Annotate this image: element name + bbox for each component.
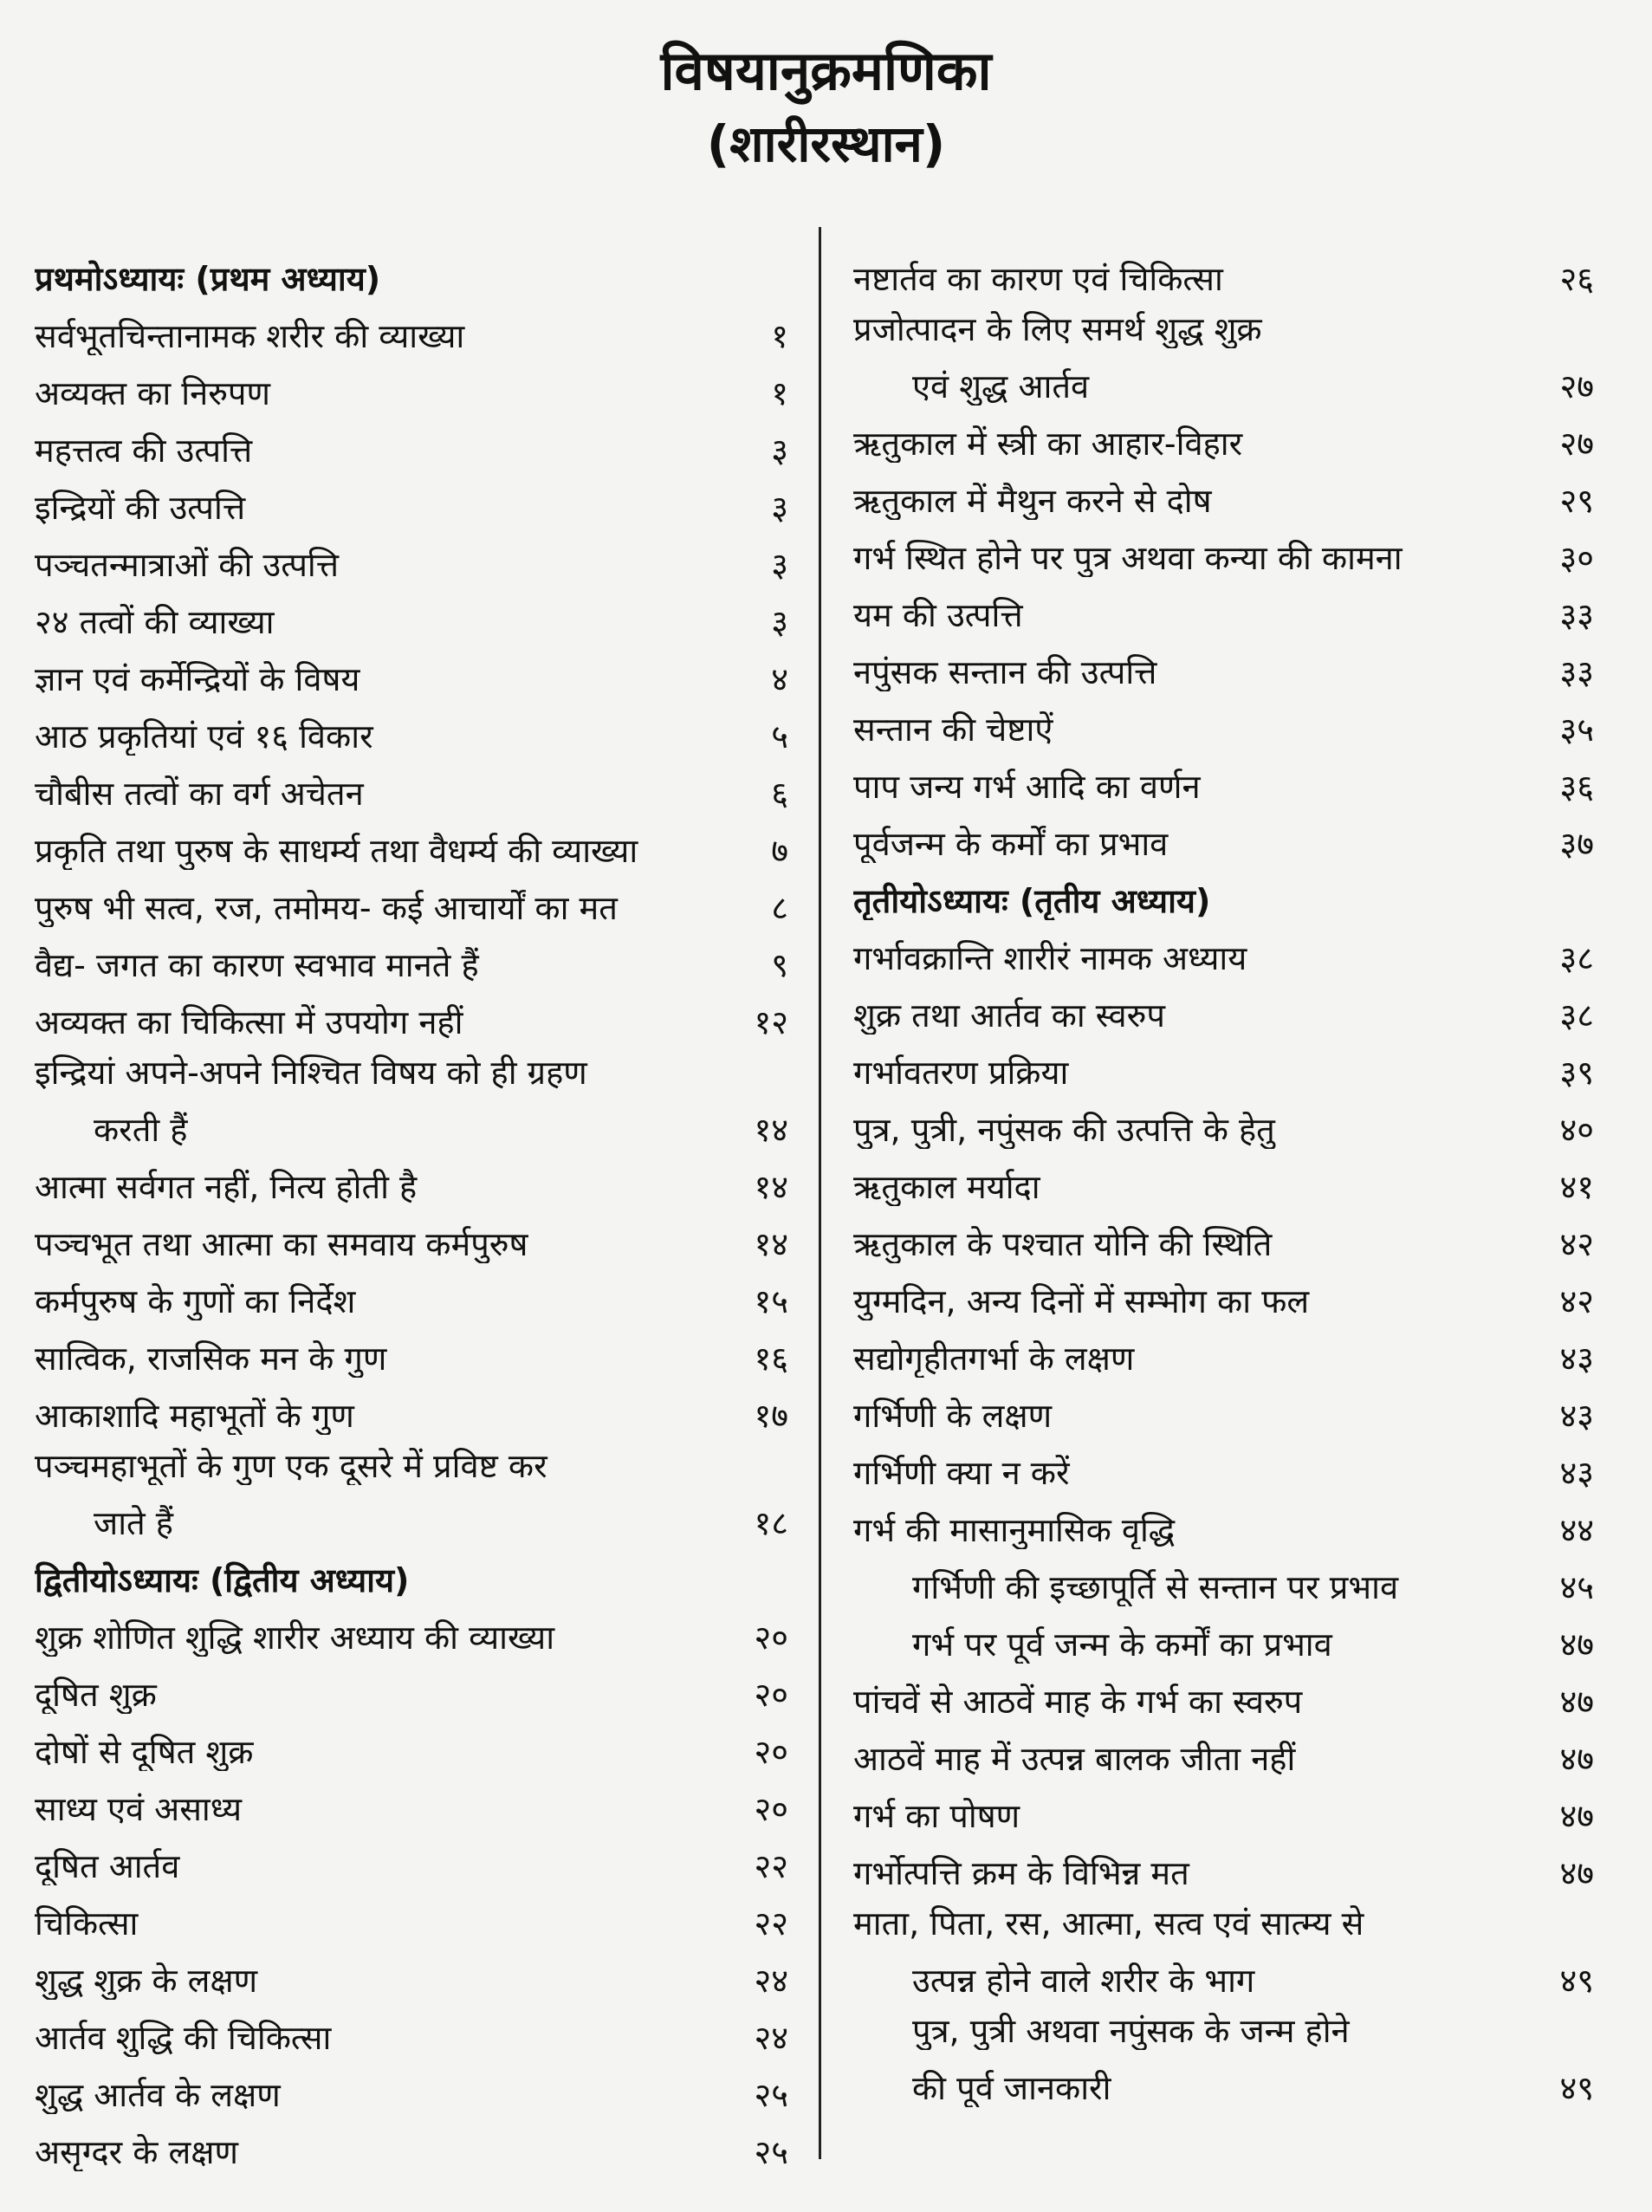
toc-entry-page-number: १७ [754,1397,788,1435]
toc-entry-page-number: ४७ [1559,1625,1594,1664]
toc-entry [35,984,788,1041]
toc-entry-title: नपुंसक सन्तान की उत्पत्ति [853,653,1157,691]
toc-entry [853,298,1594,348]
toc-entry [35,1943,788,2000]
toc-entry-page-number: ९ [771,946,788,984]
toc-entry-page-number: ४७ [1559,1683,1594,1721]
toc-entry-title: उत्पन्न होने वाले शरीर के भाग [912,1962,1255,2000]
toc-entry-title: शुक्र शोणित शुद्धि शारीर अध्याय की व्याख्या [35,1618,555,1657]
toc-entry-page-number: २० [754,1790,788,1828]
toc-entry-page-number: ४ [771,660,788,698]
toc-entry [853,463,1594,520]
toc-entry-page-number: ८ [771,889,788,927]
toc-entry [853,1320,1594,1378]
toc-entry [853,2050,1594,2107]
toc-entry-page-number: ३९ [1559,1054,1594,1092]
toc-entry-title: पञ्चतन्मात्राओं की उत्पत्ति [35,546,339,584]
toc-entry-title: असृग्दर के लक्षण [35,2133,238,2171]
toc-entry-title: नष्टार्तव का कारण एवं चिकित्सा [853,260,1223,298]
toc-entry-page-number: २२ [754,1847,788,1885]
toc-entry-page-number: ४७ [1559,1740,1594,1778]
toc-entry-page-number: २६ [1559,260,1594,298]
toc-entry [853,1943,1594,2000]
toc-entry-title: इन्द्रियों की उत्पत्ति [35,489,246,527]
toc-entry [853,241,1594,298]
chapter-heading [853,863,1594,920]
toc-entry-title: गर्भोत्पत्ति क्रम के विभिन्न मत [853,1854,1189,1892]
toc-entry-title: पाप जन्य गर्भ आदि का वर्णन [853,768,1201,806]
toc-entry-page-number: २४ [754,1962,788,2000]
toc-entry-page-number: ४२ [1559,1225,1594,1263]
toc-entry [35,1378,788,1435]
toc-entry [853,405,1594,463]
toc-entry [35,698,788,756]
toc-entry-page-number: २५ [754,2133,788,2171]
toc-entry [35,1885,788,1943]
toc-entry-page-number: २७ [1559,425,1594,463]
toc-entry [35,1320,788,1378]
toc-entry [853,1606,1594,1664]
toc-entry [853,1435,1594,1492]
toc-entry-page-number: १२ [754,1003,788,1041]
toc-entry-page-number: २५ [754,2076,788,2114]
chapter-heading [35,241,788,298]
toc-entry [853,806,1594,863]
toc-entry [35,870,788,927]
toc-entry-title: पूर्वजन्म के कर्मों का प्रभाव [853,825,1169,863]
toc-entry-title: गर्भिणी क्या न करें [853,1454,1070,1492]
toc-entry-title: गर्भ पर पूर्व जन्म के कर्मों का प्रभाव [912,1625,1332,1664]
toc-entry [35,1041,788,1092]
toc-entry-page-number: ३३ [1559,596,1594,634]
toc-entry-title: शुक्र तथा आर्तव का स्वरुप [853,996,1165,1035]
toc-entry-page-number: १४ [754,1111,788,1149]
toc-entry-title: गर्भ स्थित होने पर पुत्र अथवा कन्या की कामना [853,539,1403,577]
toc-entry-page-number: ४१ [1559,1168,1594,1206]
toc-entry [35,412,788,470]
toc-entry-title: साध्य एवं असाध्य [35,1790,243,1828]
toc-entry-title: दोषों से दूषित शुक्र [35,1733,254,1771]
toc-entry-page-number: १ [771,374,788,412]
toc-entry-page-number: १६ [754,1340,788,1378]
toc-entry-title: चिकित्सा [35,1904,139,1943]
toc-entry [853,1206,1594,1263]
toc-entry-title: दूषित आर्तव [35,1847,180,1885]
column-divider [819,227,821,2159]
toc-entry-title: आकाशादि महाभूतों के गुण [35,1397,354,1435]
toc-entry [853,1378,1594,1435]
toc-entry [35,1714,788,1771]
toc-entry-title: महत्तत्व की उत्पत्ति [35,431,253,470]
toc-entry-page-number: २७ [1559,367,1594,405]
toc-entry-title: प्रजोत्पादन के लिए समर्थ शुद्ध शुक्र [853,310,1262,348]
page-subtitle: (शारीरस्थान) [706,114,946,173]
toc-right-column [853,241,1594,2107]
toc-entry-page-number: २० [754,1618,788,1657]
toc-entry-title: पुत्र, पुत्री अथवा नपुंसक के जन्म होने [912,2012,1350,2050]
toc-entry [853,2000,1594,2050]
toc-entry-title: पुरुष भी सत्व, रज, तमोमय- कई आचार्यों का मत [35,889,618,927]
toc-entry-page-number: १८ [754,1504,788,1542]
toc-entry-page-number: ४७ [1559,1854,1594,1892]
toc-entry-page-number: ३८ [1559,996,1594,1035]
page-header [0,35,1652,180]
toc-entry-title: इन्द्रियां अपने-अपने निश्चित विषय को ही ग्रहण [35,1054,587,1092]
toc-entry-page-number: ४३ [1559,1340,1594,1378]
toc-entry-title: शुद्ध आर्तव के लक्षण [35,2076,281,2114]
toc-entry-title: अव्यक्त का निरुपण [35,374,270,412]
toc-entry-page-number: ४३ [1559,1454,1594,1492]
chapter-heading-text: तृतीयोऽध्यायः (तृतीय अध्याय) [853,882,1211,920]
toc-entry-title: अव्यक्त का चिकित्सा में उपयोग नहीं [35,1003,463,1041]
toc-entry [853,691,1594,749]
toc-entry [853,1721,1594,1778]
toc-entry [853,577,1594,634]
toc-entry [853,1149,1594,1206]
toc-entry [35,2114,788,2171]
toc-entry-page-number: ४९ [1559,1962,1594,2000]
toc-entry [853,1035,1594,1092]
toc-entry [853,920,1594,977]
toc-entry-title: युग्मदिन, अन्य दिनों में सम्भोग का फल [853,1282,1310,1320]
toc-entry-title: आर्तव शुद्धि की चिकित्सा [35,2019,332,2057]
toc-entry [35,1092,788,1149]
toc-entry-title: एवं शुद्ध आर्तव [912,367,1090,405]
toc-entry-page-number: १५ [754,1282,788,1320]
toc-entry-title: चौबीस तत्वों का वर्ग अचेतन [35,775,364,813]
toc-entry-page-number: ४० [1559,1111,1594,1149]
toc-entry-title: २४ तत्वों की व्याख्या [35,603,275,641]
toc-entry-page-number: ४९ [1559,2069,1594,2107]
toc-entry-title: सात्विक, राजसिक मन के गुण [35,1340,387,1378]
toc-entry-page-number: ७ [771,832,788,870]
toc-entry-page-number: २० [754,1733,788,1771]
toc-entry-page-number: ३६ [1559,768,1594,806]
toc-left-column [35,241,788,2171]
toc-entry [35,927,788,984]
toc-entry-title: आठवें माह में उत्पन्न बालक जीता नहीं [853,1740,1296,1778]
toc-entry-title: ऋतुकाल के पश्चात योनि की स्थिति [853,1225,1273,1263]
toc-entry-title: ऋतुकाल में स्त्री का आहार-विहार [853,425,1243,463]
toc-entry-page-number: १४ [754,1168,788,1206]
toc-entry [853,520,1594,577]
toc-entry [35,2000,788,2057]
toc-entry [35,1771,788,1828]
toc-entry [35,756,788,813]
toc-entry-title: गर्भावतरण प्रक्रिया [853,1054,1069,1092]
toc-entry-page-number: ४४ [1559,1511,1594,1549]
toc-entry-page-number: ३८ [1559,939,1594,977]
toc-entry [35,1599,788,1657]
toc-entry [35,298,788,355]
toc-entry [853,1549,1594,1606]
toc-entry-page-number: १४ [754,1225,788,1263]
chapter-heading [35,1542,788,1599]
toc-entry-title: करती हैं [94,1111,188,1149]
toc-entry-page-number: ४५ [1559,1568,1594,1606]
chapter-heading-text: द्वितीयोऽध्यायः (द्वितीय अध्याय) [35,1561,410,1599]
toc-entry-page-number: ४२ [1559,1282,1594,1320]
toc-entry [35,2057,788,2114]
toc-entry-title: पुत्र, पुत्री, नपुंसक की उत्पत्ति के हेतु [853,1111,1275,1149]
toc-entry-page-number: ४७ [1559,1797,1594,1835]
toc-entry [35,1206,788,1263]
toc-entry [35,355,788,412]
toc-entry-page-number: ३ [771,603,788,641]
toc-entry-title: दूषित शुक्र [35,1676,157,1714]
toc-entry [35,584,788,641]
toc-entry-page-number: ५ [771,717,788,756]
toc-entry [35,1435,788,1485]
toc-entry-title: आत्मा सर्वगत नहीं, नित्य होती है [35,1168,418,1206]
toc-entry-page-number: ३० [1559,539,1594,577]
toc-entry-page-number: ६ [771,775,788,813]
toc-entry-title: पञ्चमहाभूतों के गुण एक दूसरे में प्रविष्ट कर [35,1447,547,1485]
toc-entry-title: सन्तान की चेष्टाऐं [853,710,1053,749]
toc-entry [853,634,1594,691]
toc-entry-title: पांचवें से आठवें माह के गर्भ का स्वरुप [853,1683,1303,1721]
toc-entry-page-number: १ [771,317,788,355]
toc-entry-title: वैद्य- जगत का कारण स्वभाव मानते हैं [35,946,479,984]
toc-entry-page-number: २९ [1559,482,1594,520]
toc-entry-title: ऋतुकाल में मैथुन करने से दोष [853,482,1212,520]
toc-entry [35,1485,788,1542]
toc-entry [853,1664,1594,1721]
toc-entry-page-number: २२ [754,1904,788,1943]
toc-entry [35,641,788,698]
toc-entry [35,813,788,870]
toc-entry [35,527,788,584]
page-title: विषयानुक्रमणिका [660,39,992,102]
toc-entry [853,977,1594,1035]
toc-entry [35,1263,788,1320]
toc-entry-page-number: ३ [771,546,788,584]
toc-entry-title: गर्भ की मासानुमासिक वृद्धि [853,1511,1176,1549]
toc-entry-title: की पूर्व जानकारी [912,2069,1111,2107]
toc-entry-title: गर्भ का पोषण [853,1797,1020,1835]
toc-entry-page-number: ३५ [1559,710,1594,749]
toc-entry [35,1149,788,1206]
toc-entry [853,1492,1594,1549]
toc-entry-title: गर्भिणी के लक्षण [853,1397,1053,1435]
toc-entry [853,1263,1594,1320]
toc-entry-title: माता, पिता, रस, आत्मा, सत्व एवं सात्म्य से [853,1904,1364,1943]
toc-entry-title: कर्मपुरुष के गुणों का निर्देश [35,1282,356,1320]
toc-entry-title: सद्योगृहीतगर्भा के लक्षण [853,1340,1135,1378]
toc-entry [853,1778,1594,1835]
toc-entry [853,1892,1594,1943]
toc-entry-page-number: २० [754,1676,788,1714]
chapter-heading-text: प्रथमोऽध्यायः (प्रथम अध्याय) [35,260,381,298]
toc-entry-page-number: ३३ [1559,653,1594,691]
toc-entry-page-number: ३ [771,489,788,527]
toc-entry-title: गर्भिणी की इच्छापूर्ति से सन्तान पर प्रभाव [912,1568,1399,1606]
toc-entry [853,1092,1594,1149]
toc-entry-page-number: ४३ [1559,1397,1594,1435]
toc-entry [35,470,788,527]
toc-entry-title: ऋतुकाल मर्यादा [853,1168,1040,1206]
toc-entry-title: प्रकृति तथा पुरुष के साधर्म्य तथा वैधर्म्य की व्याख्या [35,832,638,870]
toc-entry-title: जाते हैं [94,1504,173,1542]
toc-entry [853,348,1594,405]
toc-entry-title: यम की उत्पत्ति [853,596,1023,634]
toc-entry-title: गर्भावक्रान्ति शारीरं नामक अध्याय [853,939,1247,977]
toc-entry-title: पञ्चभूत तथा आत्मा का समवाय कर्मपुरुष [35,1225,528,1263]
toc-entry [35,1657,788,1714]
toc-entry [853,749,1594,806]
toc-entry-title: आठ प्रकृतियां एवं १६ विकार [35,717,373,756]
toc-entry-page-number: २४ [754,2019,788,2057]
toc-entry-title: ज्ञान एवं कर्मेन्द्रियों के विषय [35,660,360,698]
toc-entry-title: सर्वभूतचिन्तानामक शरीर की व्याख्या [35,317,465,355]
toc-entry-page-number: ३ [771,431,788,470]
toc-entry-title: शुद्ध शुक्र के लक्षण [35,1962,258,2000]
toc-entry [853,1835,1594,1892]
toc-entry-page-number: ३७ [1559,825,1594,863]
toc-entry [35,1828,788,1885]
